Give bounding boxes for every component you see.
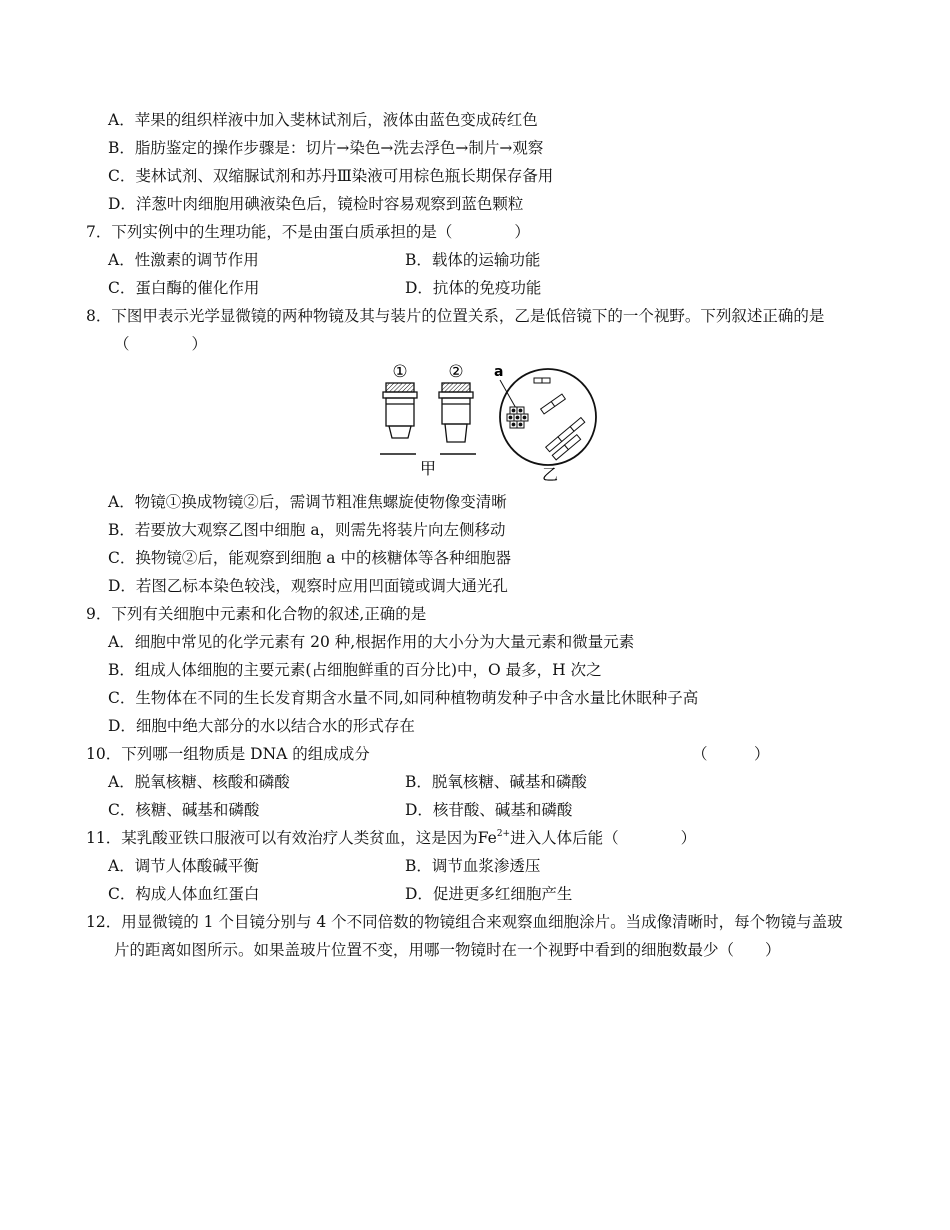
q6-option-b: B．脂肪鉴定的操作步骤是：切片→染色→洗去浮色→制片→观察 xyxy=(108,139,544,157)
q8-option-d: D．若图乙标本染色较浅，观察时应用凹面镜或调大通光孔 xyxy=(108,577,508,595)
q11-option-b: B．调节血浆渗透压 xyxy=(405,857,541,875)
q10-option-a: A．脱氧核糖、核酸和磷酸 xyxy=(108,773,290,791)
cell-a-cluster xyxy=(507,407,528,428)
q8-option-a: A．物镜①换成物镜②后，需调节粗准焦螺旋使物像变清晰 xyxy=(108,493,507,511)
q11-stem: 11．某乳酸亚铁口服液可以有效治疗人类贫血，这是因为$Fe^{2+}$进入人体后能（ ） xyxy=(86,829,697,847)
q7-stem: 7．下列实例中的生理功能，不是由蛋白质承担的是（ ） xyxy=(86,223,530,241)
q9-option-d: D．细胞中绝大部分的水以结合水的形式存在 xyxy=(108,717,415,735)
q10-option-c: C．核糖、碱基和磷酸 xyxy=(108,801,260,819)
fe-charge: 2+ xyxy=(496,829,511,839)
q8-stem-cont: （ ） xyxy=(114,335,208,353)
elongated-cells xyxy=(534,378,585,460)
cell-a-label: a xyxy=(494,364,504,380)
figure-jia-label: 甲 xyxy=(419,459,437,478)
q8-option-b: B．若要放大观察乙图中细胞 a，则需先将装片向左侧移动 xyxy=(108,521,506,539)
microscope-figure xyxy=(370,360,610,482)
q6-option-d: D．洋葱叶肉细胞用碘液染色后，镜检时容易观察到蓝色颗粒 xyxy=(108,195,524,213)
q12-stem-cont: 片的距离如图所示。如果盖玻片位置不变，用哪一物镜时在一个视野中看到的细胞数最少（ ） xyxy=(114,941,781,959)
q9-option-a: A．细胞中常见的化学元素有 20 种,根据作用的大小分为大量元素和微量元素 xyxy=(108,633,635,651)
q9-option-c: C．生物体在不同的生长发育期含水量不同,如同种植物萌发种子中含水量比休眠种子高 xyxy=(108,689,699,707)
q10-option-b: B．脱氧核糖、碱基和磷酸 xyxy=(405,773,587,791)
fe-ion: Fe xyxy=(477,829,497,847)
objective-2-label: ② xyxy=(448,362,464,382)
objective-1-icon xyxy=(383,383,417,438)
q7-option-b: B．载体的运输功能 xyxy=(405,251,541,269)
q8-stem: 8．下图甲表示光学显微镜的两种物镜及其与装片的位置关系，乙是低倍镜下的一个视野。下列叙述正确的是 xyxy=(86,307,825,325)
q10-bracket: （ ） xyxy=(692,745,770,763)
q7-option-d: D．抗体的免疫功能 xyxy=(405,279,542,297)
q11-option-d: D．促进更多红细胞产生 xyxy=(405,885,573,903)
objective-2-icon xyxy=(439,383,473,442)
q12-stem: 12．用显微镜的 1 个目镜分别与 4 个不同倍数的物镜组合来观察血细胞涂片。当成像清晰时，每个物镜与盖玻 xyxy=(86,913,843,931)
objective-1-label: ① xyxy=(392,362,408,382)
q6-option-c: C．斐林试剂、双缩脲试剂和苏丹Ⅲ染液可用棕色瓶长期保存备用 xyxy=(108,167,554,185)
q11-option-a: A．调节人体酸碱平衡 xyxy=(108,857,259,875)
q7-option-a: A．性激素的调节作用 xyxy=(108,251,259,269)
q10-stem: 10．下列哪一组物质是 DNA 的组成成分 xyxy=(86,745,370,763)
q11-option-c: C．构成人体血红蛋白 xyxy=(108,885,260,903)
q9-option-b: B．组成人体细胞的主要元素(占细胞鲜重的百分比)中，O 最多，H 次之 xyxy=(108,661,602,679)
figure-yi-label: 乙 xyxy=(541,465,559,482)
q9-stem: 9．下列有关细胞中元素和化合物的叙述,正确的是 xyxy=(86,605,427,623)
q10-option-d: D．核苷酸、碱基和磷酸 xyxy=(405,801,573,819)
q8-option-c: C．换物镜②后，能观察到细胞 a 中的核糖体等各种细胞器 xyxy=(108,549,511,567)
q6-option-a: A．苹果的组织样液中加入斐林试剂后，液体由蓝色变成砖红色 xyxy=(108,111,538,129)
q7-option-c: C．蛋白酶的催化作用 xyxy=(108,279,260,297)
